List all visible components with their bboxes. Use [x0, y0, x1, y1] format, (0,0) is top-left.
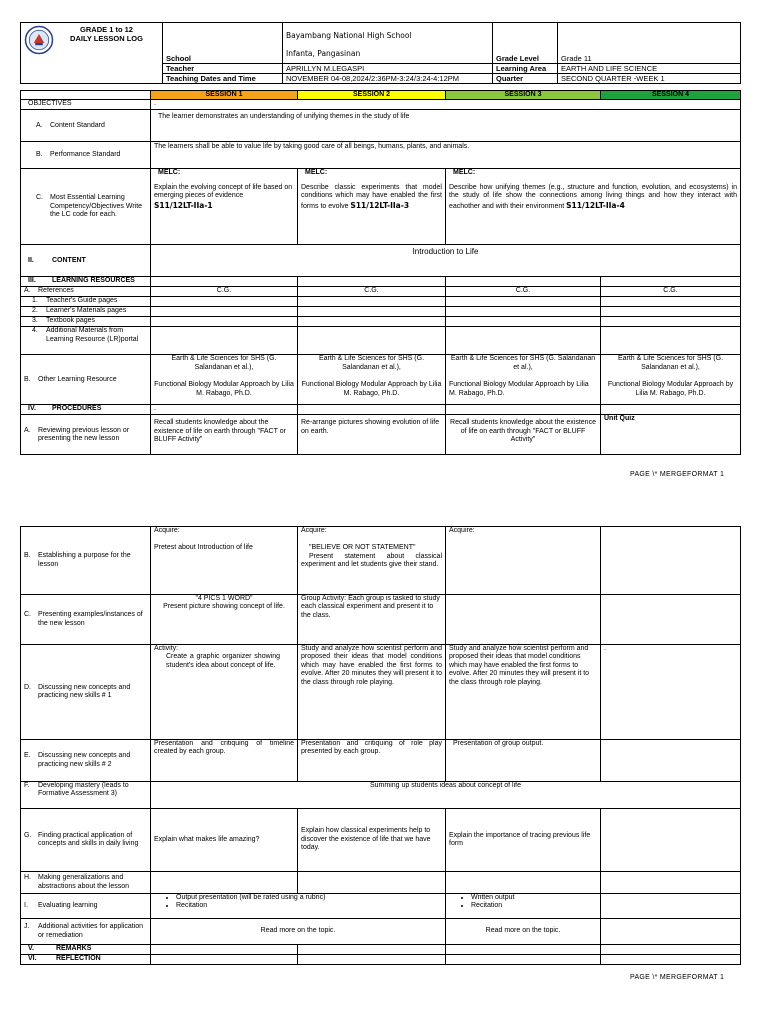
performance-standard-text: The learners shall be able to value life by taking good care of all beings, humans, plants, and animals. — [151, 142, 741, 169]
grade-range: GRADE 1 to 12 — [80, 25, 133, 34]
school-name: Bayambang National High School — [283, 23, 493, 49]
presenting-s2: Group Activity: Each group is tasked to study each classical experiment and present it to the class. — [298, 595, 446, 645]
reviewing-label: A. Reviewing previous lesson or presenting the new lesson — [21, 415, 151, 455]
dates-label: Teaching Dates and Time — [163, 74, 283, 84]
references-label: A. References — [21, 287, 151, 297]
presenting-s1: "4 PICS 1 WORD" Present picture showing concept of life. — [151, 595, 298, 645]
lesson-log-table-page-1 — [20, 90, 741, 455]
discussing-1-s1: Activity: Create a graphic organizer showing student's idea about concept of life. — [151, 645, 298, 740]
evaluating-s1-s2 — [151, 894, 446, 919]
grade-level-label: Grade Level — [493, 49, 558, 64]
discussing-1-label: D. Discussing new concepts and practicing new skills # 1 — [21, 645, 151, 740]
school-location: Infanta, Pangasinan — [283, 49, 493, 64]
establishing-s1: Acquire: Pretest about Introduction of life — [151, 527, 298, 595]
practical-s2: Explain how classical experiments help to discover the existence of life that we have today. — [298, 809, 446, 872]
evaluating-item: • Recitation — [471, 902, 597, 910]
reviewing-s4: Unit Quiz — [601, 415, 741, 455]
establishing-s3: Acquire: — [446, 527, 601, 595]
procedures-label: IV. PROCEDURES — [21, 405, 151, 415]
discussing-1-s4: . — [601, 645, 741, 740]
melc-session-1: MELC: Explain the evolving concept of life based on emerging pieces of evidence S11/12LT-IIa-1 — [151, 169, 298, 245]
lesson-log-table-page-2 — [20, 526, 741, 965]
melc-session-3: MELC: Describe how unifying themes (e.g., structure and function, evolution, and ecosystems) in the study of life show the connections among living things and how they interact with eachother and with their environment S11/12LT-IIa-4 — [446, 169, 741, 245]
additional-activities-label: J. Additional activities for application or remediation — [21, 919, 151, 945]
session-3-header: SESSION 3 — [446, 91, 601, 100]
discussing-2-label: E. Discussing new concepts and practicing new skills # 2 — [21, 740, 151, 782]
other-resource-label: B. Other Learning Resource — [21, 355, 151, 405]
references-s3: C.G. — [446, 287, 601, 297]
content-topic: Introduction to Life — [151, 245, 741, 277]
other-resource-s1: Earth & Life Sciences for SHS (G. Salandanan et al.), Functional Biology Modular Approach by Lilia M. Rabago, Ph.D. — [151, 355, 298, 405]
content-standard-label: A. Content Standard — [21, 110, 151, 142]
deped-seal-icon — [24, 25, 54, 55]
practical-s1: Explain what makes life amazing? — [151, 809, 298, 872]
mastery-text: Summing up students ideas about concept of life — [151, 782, 741, 809]
lm-pages-label: 2. Learner's Materials pages — [21, 307, 151, 317]
discussing-1-s2: Study and analyze how scientist perform and proposed their ideas that model conditions which may have enabled the first forms to evolve. After 20 minutes they will present it to the class through role playing. — [298, 645, 446, 740]
evaluating-label: I. Evaluating learning — [21, 894, 151, 919]
references-s2: C.G. — [298, 287, 446, 297]
learning-area: EARTH AND LIFE SCIENCE — [558, 64, 741, 74]
performance-standard-label: B. Performance Standard — [21, 142, 151, 169]
teacher-name: APRILLYN M.LEGASPI — [283, 64, 493, 74]
session-1-header: SESSION 1 — [151, 91, 298, 100]
evaluating-item: • Output presentation (will be rated using a rubric) — [176, 894, 442, 902]
session-4-header: SESSION 4 — [601, 91, 741, 100]
evaluating-s3 — [446, 894, 601, 919]
additional-s1-s2: Read more on the topic. — [151, 919, 446, 945]
reviewing-s3: Recall students knowledge about the existence of life on earth through "FACT or BLUFF Activity" — [446, 415, 601, 455]
practical-s3: Explain the importance of tracing previous life form — [446, 809, 601, 872]
establishing-label: B. Establishing a purpose for the lesson — [21, 527, 151, 595]
reflection-label: VI. REFLECTION — [21, 955, 151, 965]
page-1-footer: PAGE \* MERGEFORMAT 1 — [630, 471, 725, 478]
content-label: II. CONTENT — [21, 245, 151, 277]
learning-resources-label: III. LEARNING RESOURCES — [21, 277, 151, 287]
teaching-dates: NOVEMBER 04-08,2024/2:36PM-3:24/3:24-4:12PM — [283, 74, 493, 84]
quarter-label: Quarter — [493, 74, 558, 84]
page-2-footer: PAGE \* MERGEFORMAT 1 — [630, 974, 725, 981]
teacher-label: Teacher — [163, 64, 283, 74]
additional-s3: Read more on the topic. — [446, 919, 601, 945]
tg-pages-label: 1. Teacher's Guide pages — [21, 297, 151, 307]
session-2-header: SESSION 2 — [298, 91, 446, 100]
references-s1: C.G. — [151, 287, 298, 297]
quarter: SECOND QUARTER -WEEK 1 — [558, 74, 741, 84]
doc-title: DAILY LESSON LOG — [70, 34, 143, 43]
presenting-label: C. Presenting examples/instances of the new lesson — [21, 595, 151, 645]
reviewing-s2: Re-arrange pictures showing evolution of life on earth. — [298, 415, 446, 455]
school-label: School — [163, 49, 283, 64]
additional-materials-label: 4. Additional Materials from Learning Resource (LR)portal — [21, 327, 151, 355]
establishing-s2: Acquire: "BELIEVE OR NOT STATEMENT" Present statement about classical experiment and let students give their stand. — [298, 527, 446, 595]
learning-area-label: Learning Area — [493, 64, 558, 74]
practical-label: G. Finding practical application of concepts and skills in daily living — [21, 809, 151, 872]
discussing-1-s3: Study and analyze how scientist perform and proposed their ideas that model conditions which may have enabled the first forms to evolve. After 20 minutes they will present it to the class through role playing. — [446, 645, 601, 740]
content-standard-text: The learner demonstrates an understanding of unifying themes in the study of life — [151, 110, 741, 142]
melc-session-2: MELC: Describe classic experiments that model conditions which may have enabled the first forms to evolve S11/12LT-IIa-3 — [298, 169, 446, 245]
header-table — [20, 22, 741, 84]
objectives-label: OBJECTIVES — [21, 100, 151, 110]
procedures-value: . — [151, 405, 298, 415]
evaluating-item: • Written output — [471, 894, 597, 902]
reviewing-s1: Recall students knowledge about the existence of life on earth through "FACT or BLUFF Activity" — [151, 415, 298, 455]
other-resource-s3: Earth & Life Sciences for SHS (G. Salandanan et al.), Functional Biology Modular Approach by Lilia M. Rabago, Ph.D. — [446, 355, 601, 405]
generalizations-label: H. Making generalizations and abstractions about the lesson — [21, 872, 151, 894]
discussing-2-s2: Presentation and critiquing of role play presented by each group. — [298, 740, 446, 782]
tb-pages-label: 3. Textbook pages — [21, 317, 151, 327]
objectives-value: . — [151, 100, 741, 110]
discussing-2-s1: Presentation and critiquing of timeline created by each group. — [151, 740, 298, 782]
other-resource-s4: Earth & Life Sciences for SHS (G. Salandanan et al.), Functional Biology Modular Approach by Lilia M. Rabago, Ph.D. — [601, 355, 741, 405]
mastery-label: F. Developing mastery (leads to Formative Assessment 3) — [21, 782, 151, 809]
discussing-2-s3: Presentation of group output. — [446, 740, 601, 782]
header-title-cell — [21, 23, 163, 84]
melc-label: C. Most Essential Learning Competency/Objectives Write the LC code for each. — [21, 169, 151, 245]
grade-level: Grade 11 — [558, 49, 741, 64]
references-s4: C.G. — [601, 287, 741, 297]
other-resource-s2: Earth & Life Sciences for SHS (G. Salandanan et al.), Functional Biology Modular Approach by Lilia M. Rabago, Ph.D. — [298, 355, 446, 405]
evaluating-item: • Recitation — [176, 902, 442, 910]
remarks-label: V. REMARKS — [21, 945, 151, 955]
